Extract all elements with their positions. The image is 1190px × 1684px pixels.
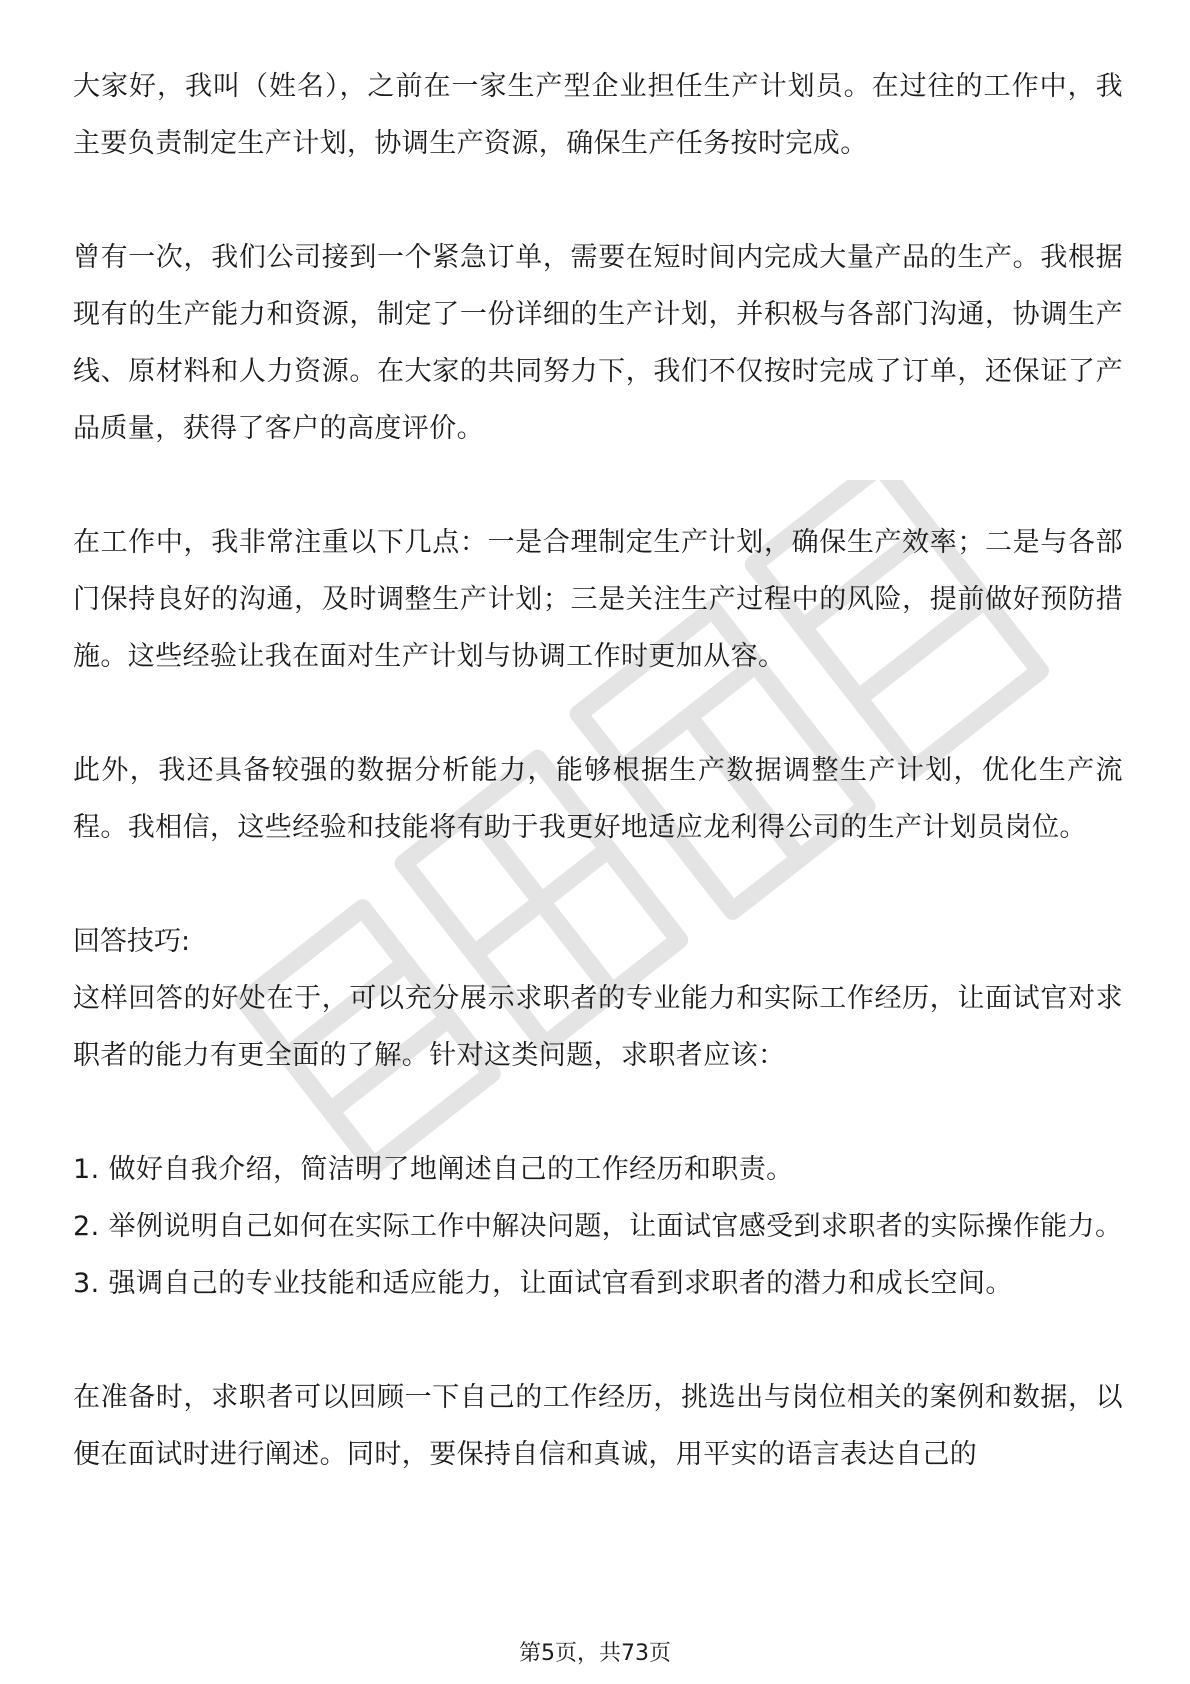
- page-number: 第5页，共73页: [519, 1641, 671, 1666]
- list-item: 2. 举例说明自己如何在实际工作中解决问题，让面试官感受到求职者的实际操作能力。: [73, 1211, 1123, 1242]
- paragraph-gap: [73, 1084, 1123, 1141]
- paragraph-tips: 这样回答的好处在于，可以充分展示求职者的专业能力和实际工作经历，让面试官对求职者的能力有更全面的了解。针对这类问题，求职者应该：: [73, 983, 1123, 1071]
- paragraph-focus-points: 在工作中，我非常注重以下几点：一是合理制定生产计划，确保生产效率；二是与各部门保持良好的沟通，及时调整生产计划；三是关注生产过程中的风险，提前做好预防措施。这些经验让我在面对生产计划与协调工作时更加从容。: [73, 527, 1123, 672]
- paragraph-gap: [73, 172, 1123, 229]
- document-body: [73, 58, 1123, 1483]
- list-item: 1. 做好自我介绍，简洁明了地阐述自己的工作经历和职责。: [73, 1154, 794, 1185]
- list-item: 3. 强调自己的专业技能和适应能力，让面试官看到求职者的潜力和成长空间。: [73, 1268, 1013, 1299]
- paragraph-gap: [73, 1312, 1123, 1369]
- paragraph-example: 曾有一次，我们公司接到一个紧急订单，需要在短时间内完成大量产品的生产。我根据现有的生产能力和资源，制定了一份详细的生产计划，并积极与各部门沟通，协调生产线、原材料和人力资源。在大家的共同努力下，我们不仅按时完成了订单，还保证了产品质量，获得了客户的高度评价。: [73, 242, 1123, 444]
- paragraph-gap: [73, 457, 1123, 514]
- paragraph-gap: [73, 856, 1123, 913]
- paragraph-intro: 大家好，我叫（姓名），之前在一家生产型企业担任生产计划员。在过往的工作中，我主要负责制定生产计划，协调生产资源，确保生产任务按时完成。: [73, 71, 1123, 159]
- paragraph-preparation: 在准备时，求职者可以回顾一下自己的工作经历，挑选出与岗位相关的案例和数据，以便在面试时进行阐述。同时，要保持自信和真诚，用平实的语言表达自己的: [73, 1382, 1123, 1470]
- paragraph-data-skills: 此外，我还具备较强的数据分析能力，能够根据生产数据调整生产计划，优化生产流程。我相信，这些经验和技能将有助于我更好地适应龙利得公司的生产计划员岗位。: [73, 755, 1123, 843]
- tips-heading: 回答技巧:: [73, 926, 191, 957]
- paragraph-gap: [73, 685, 1123, 742]
